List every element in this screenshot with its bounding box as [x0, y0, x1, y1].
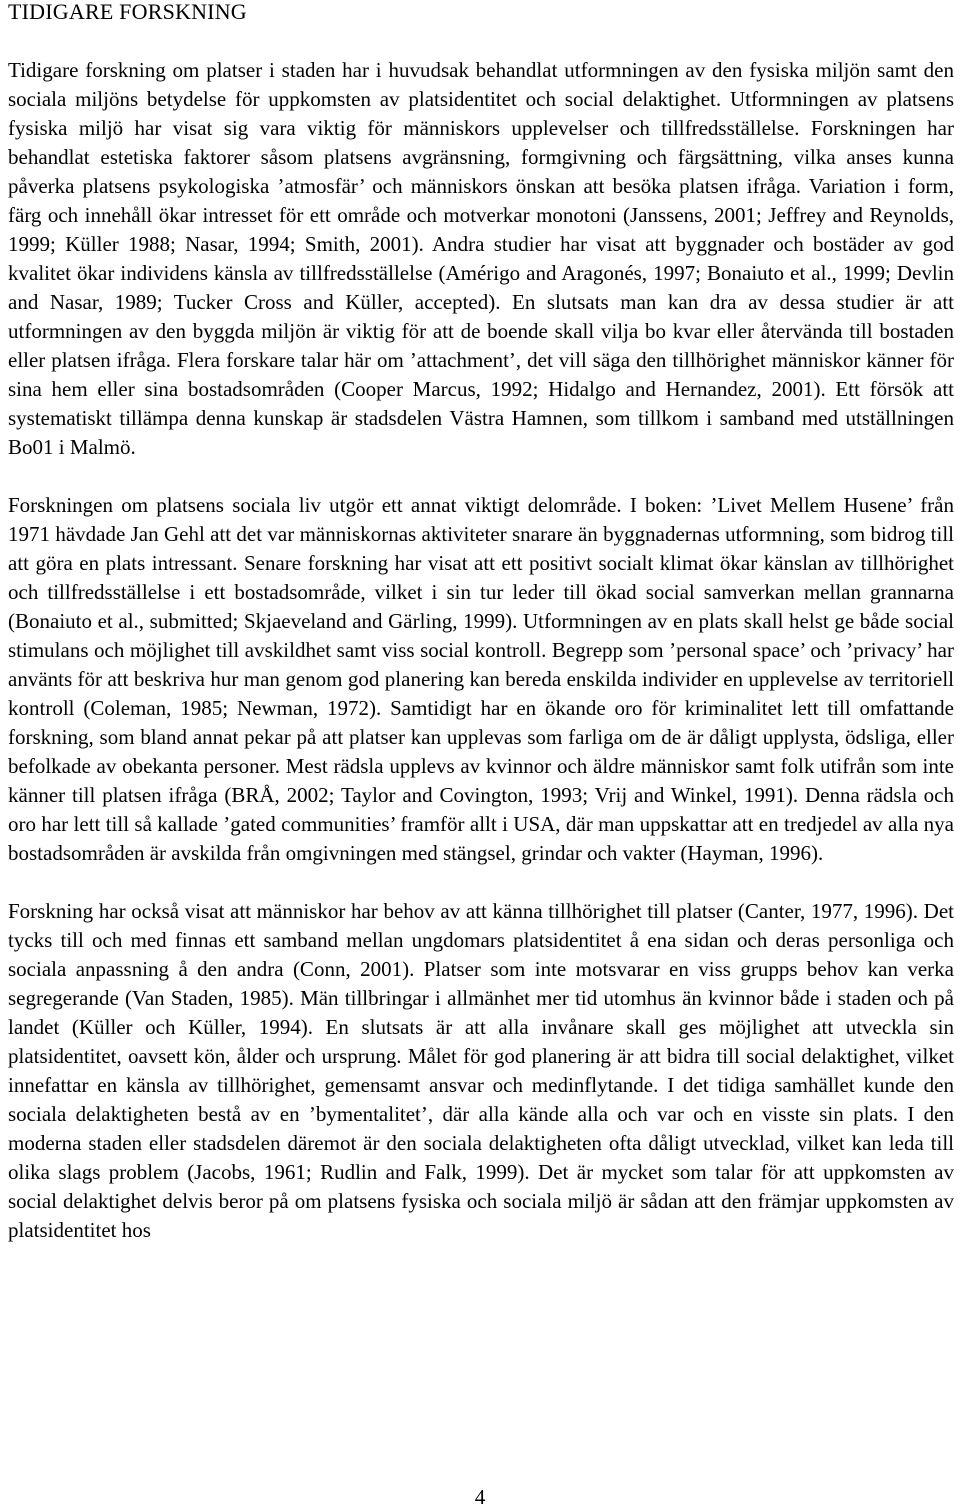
- paragraph-social-life: Forskningen om platsens sociala liv utgör ett annat viktigt delområde. I boken: ’Livet Mellem Husene’ från 1971 hävdade Jan Gehl att det var människornas aktiviteter snarare än byggnadernas utformning, som bidrog till att göra en plats intressant. Senare forskning har visat att ett positivt socialt klimat ökar känslan av tillhörighet och tillfredsställelse i ett bostadsområde, vilket i sin tur leder till ökad social samverkan mellan grannarna (Bonaiuto et al., submitted; Skjaeveland and Gärling, 1999). Utformningen av en plats skall helst ge både social stimulans och möjlighet till avskildhet samt viss social kontroll. Begrepp som ’personal space’ och ’privacy’ har använts för att beskriva hur man genom god planering kan bereda enskilda individer en upplevelse av territoriell kontroll (Coleman, 1985; Newman, 1972). Samtidigt har en ökande oro för kriminalitet lett till omfattande forskning, som bland annat pekar på att platser kan upplevas som farliga om de är dåligt upplysta, ödsliga, eller befolkade av obekanta personer. Mest rädsla upplevs av kvinnor och äldre människor samt folk utifrån som inte känner till platsen ifråga (BRÅ, 2002; Taylor and Covington, 1993; Vrij and Winkel, 1991). Denna rädsla och oro har lett till så kallade ’gated communities’ framför allt i USA, där man uppskattar att en tredjedel av alla nya bostadsområden är avskilda från omgivningen med stängsel, grindar och vakter (Hayman, 1996).: [8, 493, 954, 865]
- paragraph-belonging: Forskning har också visat att människor har behov av att känna tillhörighet till platser (Canter, 1977, 1996). Det tycks till och med finnas ett samband mellan ungdomars platsidentitet å ena sidan och deras personliga och sociala anpassning å den andra (Conn, 2001). Platser som inte motsvarar en viss grupps behov kan verka segregerande (Van Staden, 1985). Män tillbringar i allmänhet mer tid utomhus än kvinnor både i staden och på landet (Küller och Küller, 1994). En slutsats är att alla invånare skall ges möjlighet att utveckla sin platsidentitet, oavsett kön, ålder och ursprung. Målet för god planering är att bidra till social delaktighet, vilket innefattar en känsla av tillhörighet, gemensamt ansvar och medinflytande. I det tidiga samhället kunde den sociala delaktigheten bestå av en ’bymentalitet’, där alla kände alla och var och en visste sin plats. I den moderna staden eller stadsdelen däremot är den sociala delaktigheten ofta dåligt utvecklad, vilket kan leda till olika slags problem (Jacobs, 1961; Rudlin and Falk, 1999). Det är mycket som talar för att uppkomsten av social delaktighet delvis beror på om platsens fysiska och sociala miljö är sådan att den främjar uppkomsten av platsidentitet hos: [8, 899, 954, 1242]
- section-heading: TIDIGARE FORSKNING: [8, 0, 247, 24]
- page-number: 4: [474, 1485, 486, 1509]
- document-page: [8, 0, 954, 1245]
- paragraph-physical-environment: Tidigare forskning om platser i staden har i huvudsak behandlat utformningen av den fysiska miljön samt den sociala miljöns betydelse för uppkomsten av platsidentitet och social delaktighet. Utformningen av platsens fysiska miljö har visat sig vara viktig för människors upplevelser och tillfredsställelse. Forskningen har behandlat estetiska faktorer såsom platsens avgränsning, formgivning och färgsättning, vilka anses kunna påverka platsens psykologiska ’atmosfär’ och människors önskan att besöka platsen ifråga. Variation i form, färg och innehåll ökar intresset för ett område och motverkar monotoni (Janssens, 2001; Jeffrey and Reynolds, 1999; Küller 1988; Nasar, 1994; Smith, 2001). Andra studier har visat att byggnader och bostäder av god kvalitet ökar individens känsla av tillfredsställelse (Amérigo and Aragonés, 1997; Bonaiuto et al., 1999; Devlin and Nasar, 1989; Tucker Cross and Küller, accepted). En slutsats man kan dra av dessa studier är att utformningen av den byggda miljön är viktig för att de boende skall vilja bo kvar eller återvända till bostaden eller platsen ifråga. Flera forskare talar här om ’attachment’, det vill säga den tillhörighet människor känner för sina hem eller sina bostadsområden (Cooper Marcus, 1992; Hidalgo and Hernandez, 2001). Ett försök att systematiskt tillämpa denna kunskap är stadsdelen Västra Hamnen, som tillkom i samband med utställningen Bo01 i Malmö.: [8, 58, 954, 459]
